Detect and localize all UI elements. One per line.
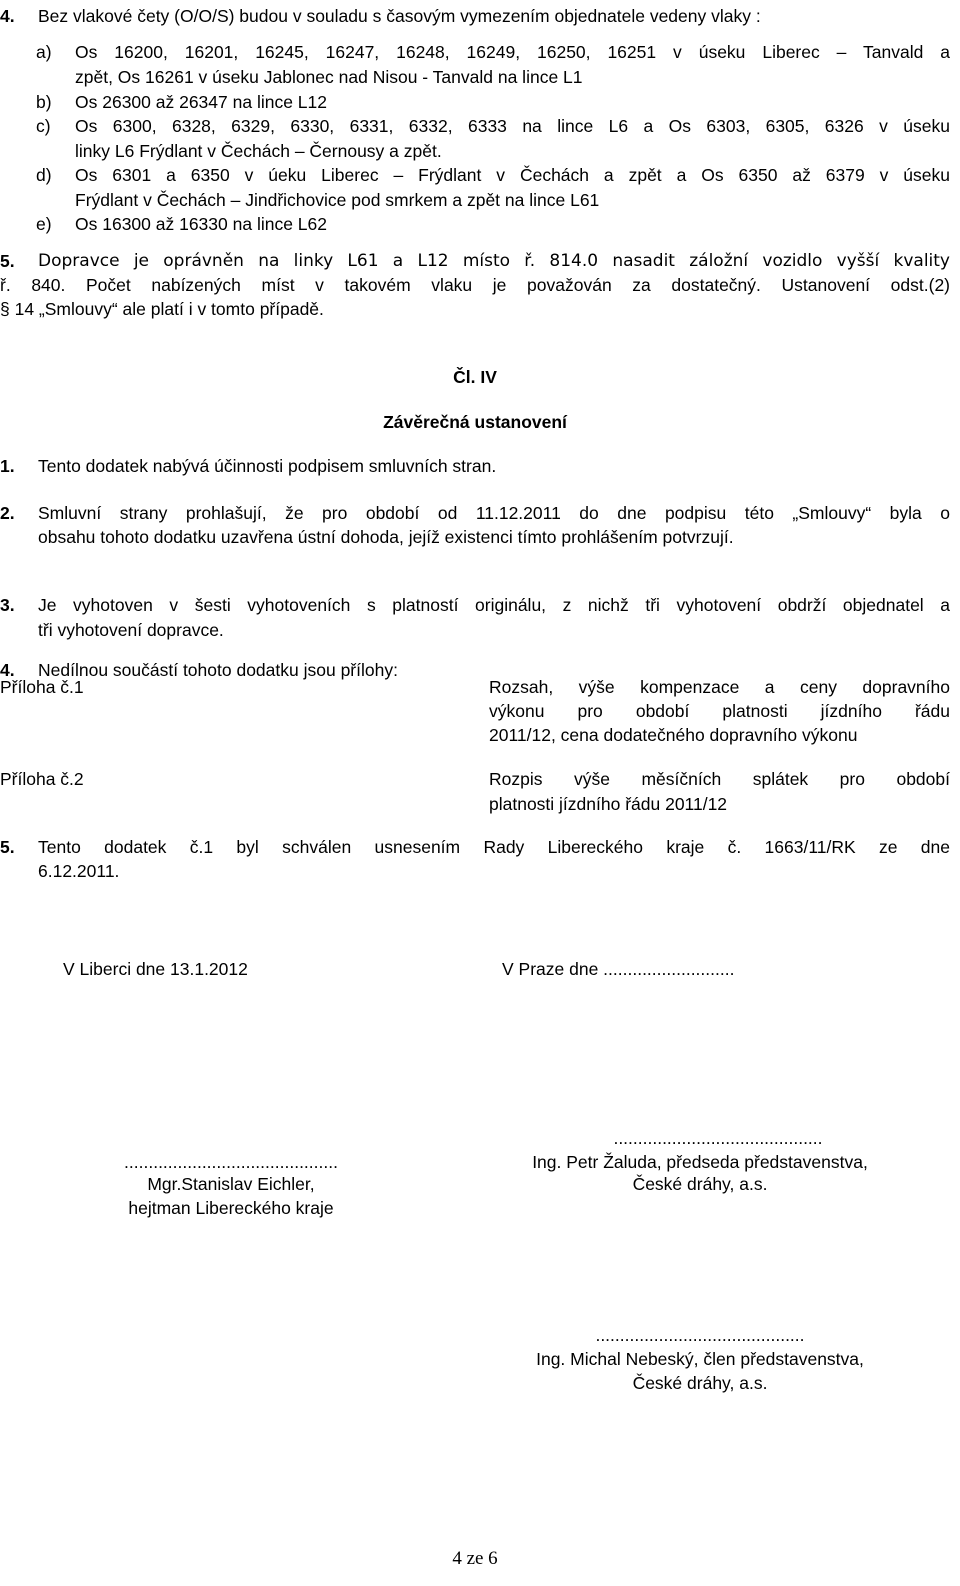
attachment-line: 2011/12, cena dodatečného dopravního výkonu — [489, 725, 858, 745]
item-marker: a) — [36, 42, 52, 62]
item-line: Os 16300 až 16330 na lince L62 — [75, 214, 327, 234]
section-line: Dopravce je oprávněn na linky L61 a L12 místo ř. 814.0 nasadit záložní vozidlo vyšší kvality — [38, 251, 950, 271]
signatory-role: hejtman Libereckého kraje — [128, 1198, 334, 1218]
paragraph-line: 6.12.2011. — [38, 861, 120, 881]
paragraph-line: obsahu tohoto dodatku uzavřena ústní dohoda, jejíž existenci tímto prohlášením potvrzují. — [38, 527, 734, 547]
item-line: Frýdlant v Čechách – Jindřichovice pod smrkem a zpět na lince L61 — [75, 190, 600, 210]
paragraph-line: Tento dodatek nabývá účinnosti podpisem smluvních stran. — [38, 456, 497, 476]
signatory-org: České dráhy, a.s. — [632, 1174, 768, 1194]
attachment-line: výkonu pro období platnosti jízdního řádu — [489, 701, 950, 721]
paragraph-line: Smluvní strany prohlašují, že pro období od 11.12.2011 do dne podpisu této „Smlouvy“ byla o — [38, 503, 950, 523]
attachment-line: Rozpis výše měsíčních splátek pro období — [489, 769, 950, 789]
item-marker: b) — [36, 92, 52, 112]
signatory-name: Mgr.Stanislav Eichler, — [147, 1174, 315, 1194]
section-line: ř. 840. Počet nabízených míst v takovém vlaku je považován za dostatečný. Ustanovení odst.(2) — [0, 275, 950, 295]
item-marker: d) — [36, 165, 52, 185]
signatory-org: České dráhy, a.s. — [632, 1373, 768, 1393]
attachment-label: Příloha č.1 — [0, 677, 84, 697]
item-line: zpět, Os 16261 v úseku Jablonec nad Nisou - Tanvald na lince L1 — [75, 67, 583, 87]
item-marker: e) — [36, 214, 52, 234]
item-line: linky L6 Frýdlant v Čechách – Černousy a zpět. — [75, 141, 442, 161]
signature-dots: ........................................... — [613, 1128, 823, 1148]
article-subheading: Závěrečná ustanovení — [383, 412, 567, 432]
signature-dots: ........................................... — [595, 1325, 805, 1345]
paragraph-line: Je vyhotoven v šesti vyhotoveních s platností originálu, z nichž tři vyhotovení obdrží objednatel a — [38, 595, 950, 615]
section-number: 5. — [0, 251, 15, 271]
signing-place-left: V Liberci dne 13.1.2012 — [63, 959, 248, 979]
section-intro: Bez vlakové čety (O/O/S) budou v souladu s časovým vymezením objednatele vedeny vlaky : — [38, 6, 761, 26]
item-line: Os 6301 a 6350 v úeku Liberec – Frýdlant v Čechách a zpět a Os 6350 až 6379 v úseku — [75, 165, 950, 185]
page-number: 4 ze 6 — [452, 1548, 498, 1569]
item-line: Os 16200, 16201, 16245, 16247, 16248, 16249, 16250, 16251 v úseku Liberec – Tanvald a — [75, 42, 950, 62]
signing-place-right: V Praze dne ........................... — [502, 959, 735, 979]
paragraph-number: 1. — [0, 456, 15, 476]
item-marker: c) — [36, 116, 51, 136]
attachment-label: Příloha č.2 — [0, 769, 84, 789]
item-line: Os 26300 až 26347 na lince L12 — [75, 92, 327, 112]
paragraph-line: Tento dodatek č.1 byl schválen usnesením Rady Libereckého kraje č. 1663/11/RK ze dne — [38, 837, 950, 857]
signatory-name: Ing. Petr Žaluda, předseda představenstva, — [532, 1152, 868, 1172]
section-line: § 14 „Smlouvy“ ale platí i v tomto případě. — [0, 299, 324, 319]
paragraph-line: tři vyhotovení dopravce. — [38, 620, 224, 640]
paragraph-number: 2. — [0, 503, 15, 523]
paragraph-number: 3. — [0, 595, 15, 615]
section-number: 4. — [0, 6, 15, 26]
article-heading: Čl. IV — [453, 367, 497, 387]
paragraph-line: Nedílnou součástí tohoto dodatku jsou přílohy: — [38, 660, 398, 680]
attachment-line: platnosti jízdního řádu 2011/12 — [489, 794, 728, 814]
signature-dots: ............................................ — [124, 1152, 338, 1172]
paragraph-number: 5. — [0, 837, 15, 857]
item-line: Os 6300, 6328, 6329, 6330, 6331, 6332, 6333 na lince L6 a Os 6303, 6305, 6326 v úseku — [75, 116, 950, 136]
paragraph-number: 4. — [0, 660, 15, 680]
signatory-name: Ing. Michal Nebeský, člen představenstva, — [536, 1349, 864, 1369]
attachment-line: Rozsah, výše kompenzace a ceny dopravního — [489, 677, 950, 697]
